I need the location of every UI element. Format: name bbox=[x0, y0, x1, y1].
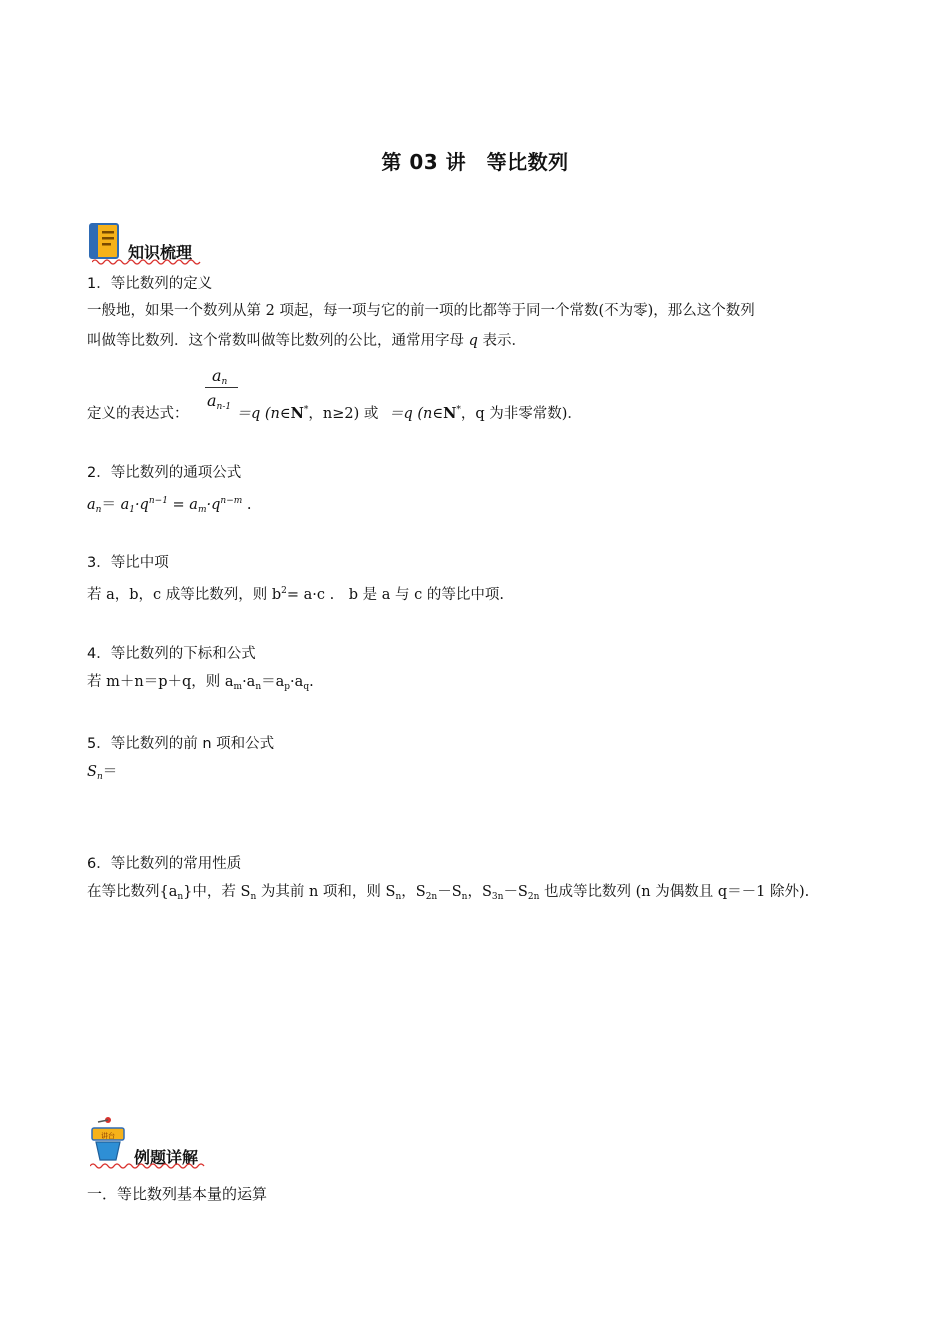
expression-label: 定义的表达式： bbox=[87, 406, 189, 422]
index-text-b: ·a bbox=[242, 674, 256, 690]
prop-c: 为其前 n 项和，则 S bbox=[256, 884, 396, 900]
definition-line-2 bbox=[87, 326, 526, 356]
definition-line-1: 一般地，如果一个数列从第 2 项起，每一项与它的前一项的比都等于同一个常数(不为零)，那么这个数列 bbox=[87, 303, 755, 319]
denominator-sub: n-1 bbox=[216, 402, 232, 412]
prop-s6: 3n bbox=[491, 892, 504, 902]
a1-sub: 1 bbox=[129, 505, 135, 515]
expression-cond1: ，n≥2) 或 bbox=[308, 406, 383, 422]
square-sup: 2 bbox=[281, 586, 287, 596]
expression-eq2: ＝q (n∈ bbox=[388, 406, 444, 422]
an-symbol: a bbox=[87, 497, 96, 513]
equals-sign: ＝ bbox=[101, 497, 121, 513]
prop-a: 在等比数列{a bbox=[87, 884, 178, 900]
wavy-underline-icon-2 bbox=[90, 1162, 205, 1170]
exp-n-m: n−m bbox=[220, 496, 243, 506]
exp-n-1: n−1 bbox=[148, 496, 168, 506]
page-title: 第 03 讲 等比数列 bbox=[381, 150, 569, 174]
index-text-c: ＝a bbox=[261, 674, 285, 690]
star-sup: * bbox=[303, 405, 309, 415]
prop-s7: 2n bbox=[527, 892, 540, 902]
section-knowledge-label: 知识梳理 bbox=[128, 243, 193, 262]
prop-d: ，S bbox=[401, 884, 426, 900]
properties-line bbox=[87, 877, 809, 912]
prop-s1: n bbox=[177, 892, 184, 902]
prop-g: －S bbox=[503, 884, 528, 900]
general-term-formula bbox=[87, 486, 252, 525]
q-term-2: ·q bbox=[206, 497, 221, 513]
expression-cond2: ，q 为非零常数)． bbox=[460, 406, 582, 422]
naturals-symbol: N bbox=[290, 405, 304, 422]
heading-geometric-mean: 3．等比中项 bbox=[87, 555, 169, 571]
podium-badge: 讲台 bbox=[101, 1132, 115, 1140]
period: . bbox=[242, 497, 252, 513]
prop-s4: 2n bbox=[425, 892, 438, 902]
am-symbol: = a bbox=[167, 497, 198, 513]
prop-s2: n bbox=[250, 892, 257, 902]
index-text-e: . bbox=[309, 674, 314, 690]
mean-text-a: 若 a，b，c 成等比数列，则 b bbox=[87, 587, 282, 603]
star-sup-2: * bbox=[456, 405, 461, 415]
heading-partial-sum: 5．等比数列的前 n 项和公式 bbox=[87, 736, 275, 752]
wavy-underline-icon bbox=[92, 258, 202, 266]
fraction-bar bbox=[205, 387, 238, 388]
definition-text: 叫做等比数列．这个常数叫做等比数列的公比，通常用字母 bbox=[87, 333, 469, 349]
an-sub: n bbox=[95, 505, 102, 515]
prop-s5: n bbox=[461, 892, 468, 902]
sub-n: n bbox=[255, 682, 262, 692]
sn-symbol: S bbox=[87, 764, 97, 780]
sn-sub: n bbox=[96, 772, 103, 782]
partial-sum-line bbox=[87, 757, 117, 792]
geometric-mean-line bbox=[87, 576, 504, 610]
notebook-icon bbox=[88, 222, 122, 262]
mean-text-b: = a·c . b 是 a 与 c 的等比中项. bbox=[286, 587, 504, 603]
sn-equals: ＝ bbox=[102, 764, 118, 780]
prop-f: ，S bbox=[467, 884, 492, 900]
podium-icon bbox=[86, 1114, 130, 1164]
definition-expression bbox=[87, 395, 582, 429]
prop-e: －S bbox=[437, 884, 462, 900]
index-sum-line bbox=[87, 667, 314, 702]
section-examples-label: 例题详解 bbox=[134, 1148, 199, 1167]
index-text-d: ·a bbox=[290, 674, 304, 690]
prop-b: }中，若 S bbox=[183, 884, 251, 900]
heading-properties: 6．等比数列的常用性质 bbox=[87, 856, 242, 872]
denominator-a: a bbox=[207, 391, 217, 410]
index-text-a: 若 m＋n＝p＋q，则 a bbox=[87, 674, 234, 690]
heading-definition: 1．等比数列的定义 bbox=[87, 276, 213, 292]
heading-basic-operations: 一．等比数列基本量的运算 bbox=[87, 1185, 268, 1203]
numerator-a: a bbox=[212, 366, 222, 385]
expression-eq1: ＝q (n∈ bbox=[236, 406, 291, 422]
heading-index-sum: 4．等比数列的下标和公式 bbox=[87, 646, 256, 662]
numerator-sub: n bbox=[221, 377, 228, 387]
am-sub: m bbox=[197, 505, 207, 515]
definition-text-end: 表示． bbox=[477, 333, 527, 349]
sub-p: p bbox=[284, 682, 291, 692]
a1-symbol: a bbox=[120, 497, 130, 513]
naturals-symbol-2: N bbox=[443, 405, 457, 422]
fraction-numerator bbox=[212, 366, 227, 387]
sub-m: m bbox=[233, 682, 243, 692]
prop-s3: n bbox=[395, 892, 402, 902]
heading-general-term: 2．等比数列的通项公式 bbox=[87, 465, 242, 481]
q-term: ·q bbox=[134, 497, 149, 513]
sub-q: q bbox=[303, 682, 310, 692]
prop-h: 也成等比数列 (n 为偶数且 q＝－1 除外). bbox=[539, 884, 810, 900]
q-symbol: q bbox=[468, 333, 478, 349]
